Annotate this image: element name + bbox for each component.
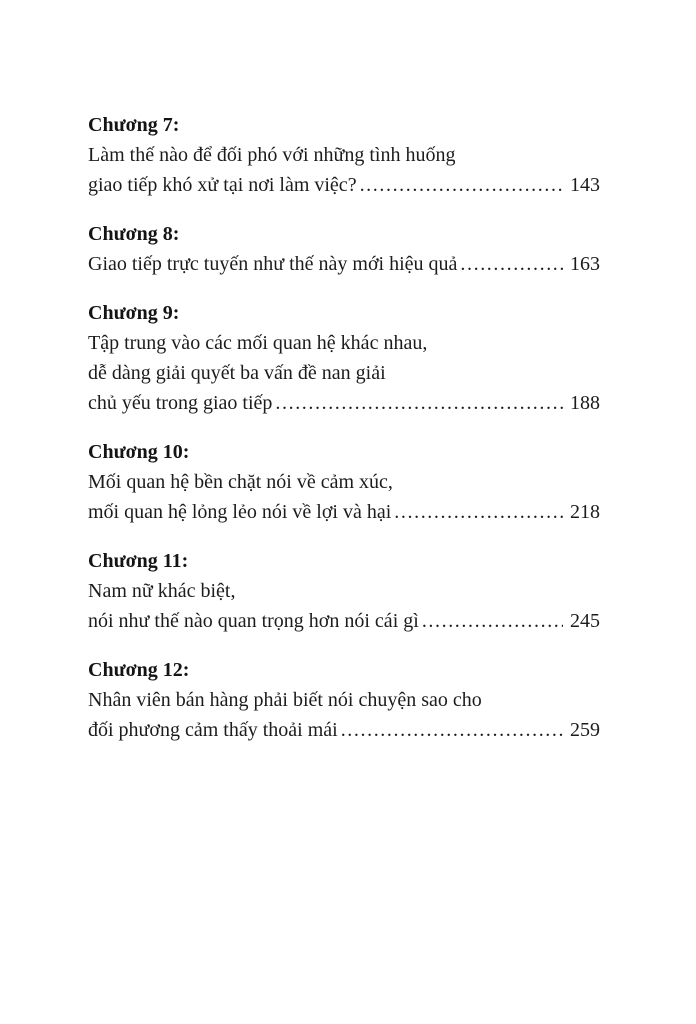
page-number: 163 <box>570 253 600 275</box>
chapter-title-line: Nam nữ khác biệt, <box>88 580 236 602</box>
chapter-title-text: Giao tiếp trực tuyến như thế này mới hiệu quả <box>88 253 458 275</box>
chapter-title-line: Làm thế nào để đối phó với những tình huống <box>88 144 456 166</box>
toc-entry <box>88 546 600 636</box>
page-number: 245 <box>570 610 600 632</box>
chapter-heading: Chương 12: <box>88 659 190 681</box>
chapter-heading: Chương 8: <box>88 223 180 245</box>
dot-leader <box>275 388 563 418</box>
page-number: 188 <box>570 392 600 414</box>
chapter-title-final-line <box>88 170 600 200</box>
dot-leader <box>394 497 563 527</box>
chapter-title-final-line <box>88 249 600 279</box>
table-of-contents-page <box>88 110 600 745</box>
chapter-title-text: mối quan hệ lỏng lẻo nói về lợi và hại <box>88 501 392 523</box>
chapter-heading: Chương 7: <box>88 114 180 136</box>
chapter-title-final-line <box>88 606 600 636</box>
toc-entry <box>88 437 600 527</box>
page-number: 259 <box>570 719 600 741</box>
chapter-heading: Chương 10: <box>88 441 190 463</box>
chapter-title-line: dễ dàng giải quyết ba vấn đề nan giải <box>88 362 386 384</box>
dot-leader <box>341 715 563 745</box>
toc-entry <box>88 219 600 279</box>
chapter-title-final-line <box>88 388 600 418</box>
chapter-heading: Chương 11: <box>88 550 189 572</box>
chapter-title-text: chủ yếu trong giao tiếp <box>88 392 273 414</box>
chapter-title-text: đối phương cảm thấy thoải mái <box>88 719 338 741</box>
chapter-title-line: Tập trung vào các mối quan hệ khác nhau, <box>88 332 428 354</box>
chapter-title-final-line <box>88 715 600 745</box>
page-number: 143 <box>570 174 600 196</box>
toc-entry <box>88 298 600 418</box>
chapter-title-final-line <box>88 497 600 527</box>
dot-leader <box>422 606 563 636</box>
toc-entry <box>88 655 600 745</box>
chapter-title-line: Mối quan hệ bền chặt nói về cảm xúc, <box>88 471 393 493</box>
chapter-title-text: giao tiếp khó xử tại nơi làm việc? <box>88 174 357 196</box>
chapter-title-line: Nhân viên bán hàng phải biết nói chuyện sao cho <box>88 689 482 711</box>
dot-leader <box>360 170 563 200</box>
chapter-title-text: nói như thế nào quan trọng hơn nói cái gì <box>88 610 419 632</box>
chapter-heading: Chương 9: <box>88 302 180 324</box>
toc-entry <box>88 110 600 200</box>
page-number: 218 <box>570 501 600 523</box>
dot-leader <box>460 249 563 279</box>
